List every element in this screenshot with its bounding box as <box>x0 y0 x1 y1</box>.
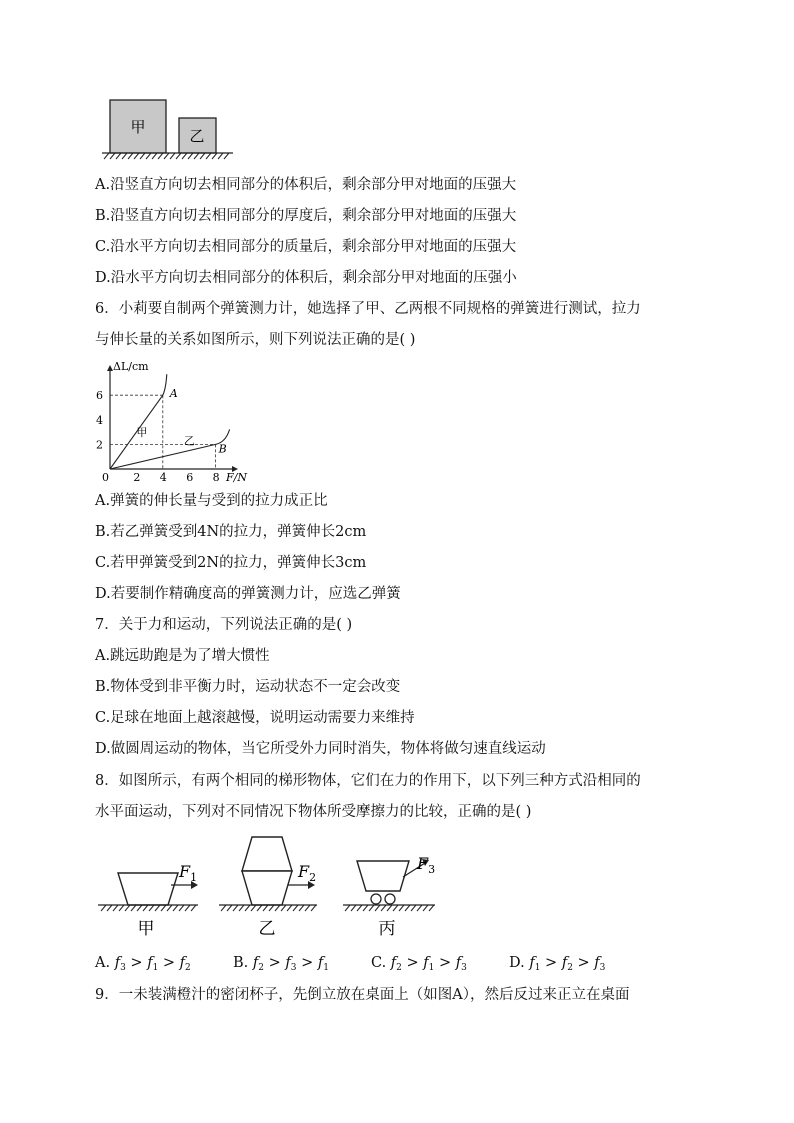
force-f1-label: F <box>179 862 191 881</box>
force-f3-sub: 3 <box>428 863 436 876</box>
q5-option-b: B.沿竖直方向切去相同部分的厚度后，剩余部分甲对地面的压强大 <box>95 208 517 224</box>
x-tick-label: 8 <box>212 471 220 484</box>
force-f3-label: F <box>417 854 429 873</box>
q6-option-d: D.若要制作精确度高的弹簧测力计，应选乙弹簧 <box>95 586 401 602</box>
series-yi-line <box>110 429 230 469</box>
y-tick-label: 4 <box>96 413 103 427</box>
q7-option-a: A.跳远助跑是为了增大惯性 <box>95 648 270 664</box>
situation-bing-label: 丙 <box>378 919 396 939</box>
q9-stem: 9．一未装满橙汁的密闭杯子，先倒立放在桌面上（如图A），然后反过来正立在桌面 <box>95 987 630 1003</box>
trapezoid-yi-bottom <box>242 871 292 905</box>
block-yi-label: 乙 <box>189 127 205 145</box>
svg-text:F3 <box>416 854 435 876</box>
q6-stem-line1: 6．小莉要自制两个弹簧测力计，她选择了甲、乙两根不同规格的弹簧进行测试，拉力 <box>95 301 641 317</box>
svg-text:F2 <box>297 862 316 884</box>
x-tick-label: 6 <box>186 471 194 484</box>
q8-option-b: B. $f_2 > f_3 > f_1$ <box>233 955 329 973</box>
force-f1-sub: 1 <box>190 871 198 884</box>
wheel-left <box>371 894 381 904</box>
q8-stem-line1: 8．如图所示，有两个相同的梯形物体，它们在力的作用下，以下列三种方式沿相同的 <box>95 773 641 789</box>
y-axis-label: ΔL/cm <box>113 360 149 373</box>
q5-option-a: A.沿竖直方向切去相同部分的体积后，剩余部分甲对地面的压强大 <box>95 177 517 193</box>
friction-figure <box>95 833 445 943</box>
series-jia-line <box>110 374 167 469</box>
q8-stem-line2: 水平面运动，下列对不同情况下物体所受摩擦力的比较，正确的是( ) <box>95 804 532 820</box>
situation-bing <box>343 854 435 939</box>
x-tick-label: 0 <box>102 471 109 484</box>
block-jia-label: 甲 <box>130 118 146 136</box>
trapezoid-bing <box>357 861 409 891</box>
svg-text:F1 <box>178 862 197 884</box>
q8-option-d: D. $f_1 > f_2 > f_3$ <box>509 955 606 973</box>
series-yi-name: 乙 <box>183 434 195 448</box>
ground-hatch <box>104 153 229 159</box>
q6-stem-line2: 与伸长量的关系如图所示，则下列说法正确的是( ) <box>95 332 416 348</box>
situation-yi-label: 乙 <box>258 919 276 939</box>
point-a-label: A <box>169 387 178 401</box>
force-f2-sub: 2 <box>309 871 317 884</box>
y-tick-label: 2 <box>96 438 103 452</box>
situation-jia-label: 甲 <box>137 919 155 939</box>
q7-stem: 7．关于力和运动，下列说法正确的是( ) <box>95 617 353 633</box>
point-b-label: B <box>218 442 227 456</box>
x-tick-label: 2 <box>133 471 141 484</box>
x-tick-label: 4 <box>159 471 167 484</box>
blocks-figure <box>100 94 235 164</box>
q6-option-a: A.弹簧的伸长量与受到的拉力成正比 <box>95 493 328 509</box>
x-axis-label: F/N <box>226 471 247 484</box>
q6-option-c: C.若甲弹簧受到2N的拉力，弹簧伸长3cm <box>95 555 367 571</box>
situation-jia <box>98 862 198 939</box>
trapezoid-jia <box>118 873 178 905</box>
q8-option-a: A. $f_3 > f_1 > f_2$ <box>95 955 191 973</box>
y-tick-label: 6 <box>96 389 103 403</box>
wheel-right <box>385 894 395 904</box>
q5-option-c: C.沿水平方向切去相同部分的质量后，剩余部分甲对地面的压强大 <box>95 239 517 255</box>
q7-option-c: C.足球在地面上越滚越慢，说明运动需要力来维持 <box>95 710 415 726</box>
q5-option-d: D.沿水平方向切去相同部分的体积后，剩余部分甲对地面的压强小 <box>95 270 517 286</box>
q7-option-d: D.做圆周运动的物体，当它所受外力同时消失，物体将做匀速直线运动 <box>95 741 546 757</box>
force-f2-label: F <box>298 862 310 881</box>
q6-option-b: B.若乙弹簧受到4N的拉力，弹簧伸长2cm <box>95 524 367 540</box>
spring-chart <box>90 357 250 487</box>
series-jia-name: 甲 <box>136 426 148 440</box>
trapezoid-yi-top <box>242 837 292 871</box>
q8-option-c: C. $f_2 > f_1 > f_3$ <box>371 955 467 973</box>
q7-option-b: B.物体受到非平衡力时，运动状态不一定会改变 <box>95 679 401 695</box>
situation-yi <box>219 837 317 939</box>
